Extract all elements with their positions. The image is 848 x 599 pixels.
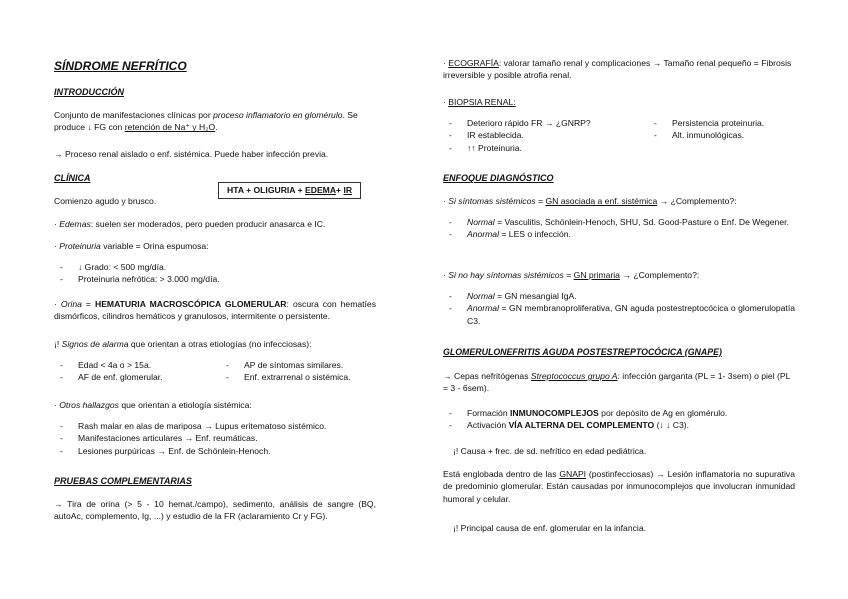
list-item: - Anormal = LES o infección. xyxy=(443,228,795,240)
no-sistemicos-line: · Si no hay síntomas sistémicos = GN primaria → ¿Complemento?: xyxy=(443,270,700,280)
clinica-onset: Comienzo agudo y brusco. xyxy=(54,196,157,206)
list-item: - Anormal = GN membranoproliferativa, GN aguda postestreptocócica o glomerulopatía C3. xyxy=(443,302,795,327)
intro-note: → Proceso renal aislado o enf. sistémica. Puede haber infección previa. xyxy=(54,149,329,159)
list-item: - IR establecida. xyxy=(443,129,648,141)
key-signs-box: HTA + OLIGURIA + EDEMA+ IR xyxy=(218,182,361,199)
list-item: - Activación VÍA ALTERNA DEL COMPLEMENTO (↓ ↓ C3). xyxy=(443,419,795,431)
list-item: - Enf. extrarrenal o sistémica. xyxy=(220,371,351,383)
list-item: - Deterioro rápido FR → ¿GNRP? xyxy=(443,117,648,129)
list-item: - Rash malar en alas de mariposa → Lupus eritematoso sistémico. xyxy=(54,420,376,432)
list-item: - Alt. inmunológicas. xyxy=(648,129,764,141)
gnape-mechanism-list xyxy=(443,407,795,432)
list-item: - Persistencia proteinuria. xyxy=(648,117,764,129)
list-item: - Proteinuria nefrótica: > 3.000 mg/día. xyxy=(54,273,376,285)
edemas-line: · Edemas: suelen ser moderados, pero pueden producir anasarca e IC. xyxy=(54,219,326,229)
alarma-list xyxy=(54,359,376,384)
cepas-paragraph: → Cepas nefritógenas Streptococcus grupo A: infección garganta (PL = 1- 3sem) o piel (PL = 3 - 6sem). xyxy=(443,371,791,394)
no-sistemicos-list xyxy=(443,290,795,327)
list-item: - Formación INMUNOCOMPLEJOS por depósito de Ag en glomérulo. xyxy=(443,407,795,419)
list-item: - Normal = GN mesangial IgA. xyxy=(443,290,795,302)
orina-paragraph: · Orina = HEMATURIA MACROSCÓPICA GLOMERULAR: oscura con hematíes dismórficos, cilindros hemáticos y granulosos, intermitente o persistente. xyxy=(54,299,376,322)
clinica-heading: CLÍNICA xyxy=(54,173,91,183)
list-item: - AP de síntomas similares. xyxy=(220,359,351,371)
list-item: - Edad < 4a o > 15a. xyxy=(54,359,220,371)
alarma-line: ¡! Signos de alarma que orientan a otras etiologías (no infecciosas): xyxy=(54,339,312,349)
otros-list xyxy=(54,420,376,457)
enfoque-heading: ENFOQUE DIAGNÓSTICO xyxy=(443,173,554,183)
list-item: - Lesiones purpúricas → Enf. de Schönlein-Henoch. xyxy=(54,445,376,457)
proteinuria-list xyxy=(54,261,376,286)
biopsia-heading: · BIOPSIA RENAL: xyxy=(443,97,516,107)
pruebas-paragraph: → Tira de orina (> 5 - 10 hemat./campo), sedimento, análisis de sangre (BQ, autoAc, complemento, Ig, ...) y estudio de la FR (aclaramiento Cr y FG). xyxy=(54,499,376,522)
intro-paragraph: Conjunto de manifestaciones clínicas por proceso inflamatorio en glomérulo. Se produce ↓ FG con retención de Na⁺ y H₂O. xyxy=(54,110,358,133)
page-title: SÍNDROME NEFRÍTICO xyxy=(54,59,187,73)
pruebas-heading: PRUEBAS COMPLEMENTARIAS xyxy=(54,476,192,486)
biopsia-list xyxy=(443,117,795,154)
ecografia-paragraph: · ECOGRAFÍA: valorar tamaño renal y complicaciones → Tamaño renal pequeño = Fibrosis irreversible y posible atrofia renal. xyxy=(443,58,792,81)
list-item: - Normal = Vasculitis, Schönlein-Henoch, SHU, Sd. Good-Pasture o Enf. De Wegener. xyxy=(443,216,795,228)
list-item: - Manifestaciones articulares → Enf. reumáticas. xyxy=(54,432,376,444)
englobada-paragraph: Está englobada dentro de las GNAPI (postinfecciosas) → Lesión inflamatoria no supurativa de predominio glomerular. Están causadas por inmunocomplejos que involucran inmunidad humoral y celular. xyxy=(443,469,795,504)
list-item: - ↓ Grado: < 500 mg/día. xyxy=(54,261,376,273)
list-item: - ↑↑ Proteinuria. xyxy=(443,142,648,154)
gnape-heading: GLOMERULONEFRITIS AGUDA POSTESTREPTOCÓCICA (GNAPE) xyxy=(443,347,722,357)
si-sistemicos-list xyxy=(443,216,795,241)
causa-note: ¡! Causa + frec. de sd. nefrítico en edad pediátrica. xyxy=(453,446,647,456)
si-sistemicos-line: · Si síntomas sistémicos = GN asociada a enf. sistémica → ¿Complemento?: xyxy=(443,196,737,206)
proteinuria-line: · Proteinuria variable = Orina espumosa: xyxy=(54,241,209,251)
principal-note: ¡! Principal causa de enf. glomerular en la infancia. xyxy=(453,523,646,533)
intro-heading: INTRODUCCIÓN xyxy=(54,87,124,97)
list-item: - AF de enf. glomerular. xyxy=(54,371,220,383)
otros-line: · Otros hallazgos que orientan a etiología sistémica: xyxy=(54,400,252,410)
